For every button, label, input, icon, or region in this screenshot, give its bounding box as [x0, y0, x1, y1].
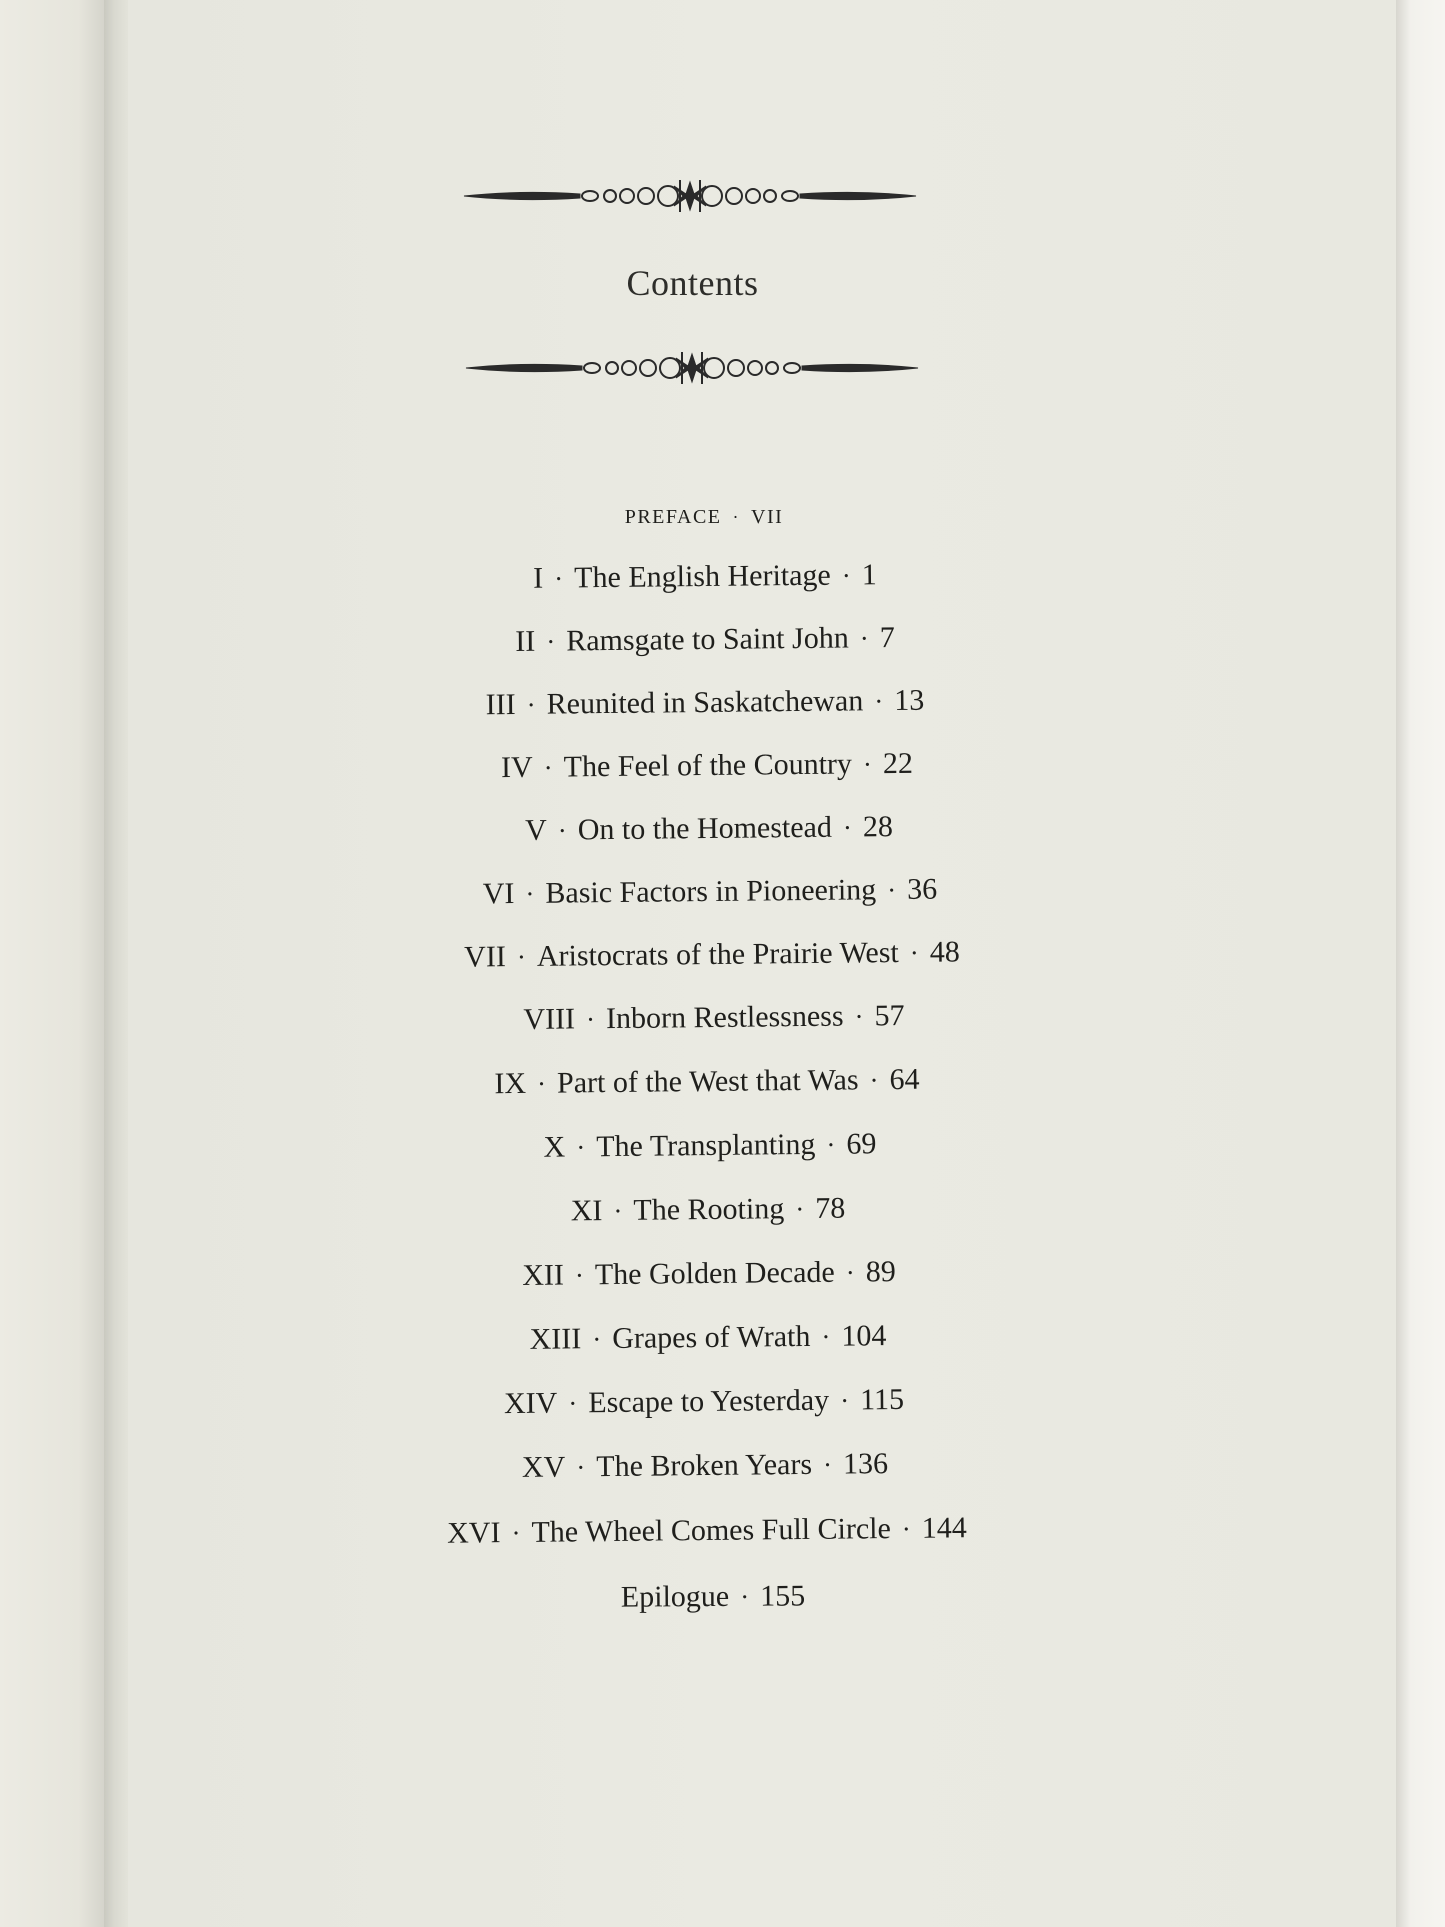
separator: ·	[543, 752, 553, 783]
separator: ·	[887, 875, 897, 906]
separator: ·	[526, 689, 536, 720]
entry-title: Reunited in Saskatchewan	[546, 684, 864, 721]
separator: ·	[869, 1065, 879, 1096]
entry-numeral: XIV	[503, 1386, 558, 1421]
entry-title: Escape to Yesterday	[588, 1383, 830, 1420]
entry-title: The Feel of the Country	[563, 747, 853, 784]
toc-entry	[359, 1253, 1059, 1294]
separator: ·	[845, 1257, 855, 1288]
separator: ·	[576, 1132, 586, 1163]
entry-numeral: XVI	[446, 1516, 501, 1550]
separator: ·	[554, 563, 564, 594]
separator: ·	[525, 878, 535, 909]
entry-page: 155	[760, 1579, 806, 1613]
separator: ·	[854, 1001, 864, 1032]
toc-entry	[358, 1317, 1058, 1358]
separator: ·	[841, 560, 851, 591]
entry-page: 28	[862, 810, 894, 844]
toc-entry	[355, 682, 1055, 723]
separator: ·	[862, 749, 873, 780]
toc-entry	[354, 1381, 1054, 1422]
entry-numeral: V	[524, 813, 547, 847]
toc-entry	[357, 1061, 1057, 1102]
entry-numeral: II	[515, 624, 536, 658]
separator: ·	[859, 623, 869, 654]
entry-title: Part of the West that Was	[556, 1063, 859, 1100]
toc-entry	[358, 1189, 1058, 1230]
entry-numeral: XII	[522, 1258, 565, 1292]
separator: ·	[574, 1260, 585, 1291]
toc-preface	[354, 506, 1054, 529]
toc-entry	[360, 1125, 1060, 1166]
entry-title: Ramsgate to Saint John	[566, 621, 849, 658]
entry-page: 144	[921, 1511, 967, 1545]
separator: ·	[585, 1004, 596, 1035]
separator: ·	[839, 1385, 850, 1416]
entry-title: Inborn Restlessness	[605, 999, 844, 1036]
toc-entry	[355, 619, 1055, 660]
separator: ·	[557, 815, 567, 846]
entry-page: 13	[894, 683, 925, 718]
entry-page: 57	[874, 999, 905, 1033]
entry-page: 22	[882, 746, 914, 781]
entry-page: 69	[846, 1127, 877, 1161]
toc-entry	[359, 808, 1059, 849]
entry-title: The English Heritage	[574, 558, 831, 595]
entry-page: 104	[841, 1319, 887, 1353]
entry-numeral: XV	[521, 1450, 566, 1484]
toc-entry	[357, 745, 1057, 786]
entry-numeral: X	[543, 1130, 566, 1164]
toc-entry	[364, 997, 1064, 1038]
separator: ·	[826, 1129, 836, 1160]
entry-page: 78	[815, 1191, 846, 1225]
entry-title: The Transplanting	[596, 1127, 816, 1164]
entry-title: Basic Factors in Pioneering	[545, 873, 877, 910]
separator: ·	[576, 1452, 586, 1483]
separator: ·	[795, 1193, 805, 1225]
separator: ·	[740, 1581, 750, 1612]
entry-numeral: I	[533, 561, 544, 595]
separator: ·	[901, 1513, 911, 1544]
toc-entry	[362, 934, 1062, 975]
entry-numeral: IV	[500, 750, 533, 785]
contents-heading: Contents	[626, 263, 759, 303]
separator: ·	[909, 937, 919, 968]
toc-entry	[355, 1445, 1055, 1486]
toc-epilogue	[363, 1578, 1063, 1617]
entry-page: 136	[842, 1447, 889, 1481]
entry-page: 89	[865, 1255, 896, 1289]
entry-title: Grapes of Wrath	[612, 1319, 811, 1356]
entry-title: On to the Homestead	[577, 810, 833, 847]
entry-numeral: XI	[570, 1194, 603, 1228]
separator: ·	[516, 941, 527, 973]
entry-numeral: IX	[494, 1066, 527, 1101]
separator: ·	[592, 1324, 602, 1355]
entry-numeral: III	[485, 687, 516, 722]
entry-page: VII	[751, 506, 784, 528]
entry-title: Aristocrats of the Prairie West	[536, 936, 899, 973]
separator: ·	[568, 1388, 578, 1419]
toc-entry	[357, 1510, 1057, 1551]
entry-numeral: XIII	[529, 1322, 582, 1356]
separator: ·	[822, 1449, 833, 1480]
entry-numeral: VII	[464, 940, 507, 974]
entry-page: 115	[859, 1382, 905, 1417]
entry-page: 48	[929, 935, 960, 969]
entry-page: 36	[907, 872, 938, 906]
toc-entry	[360, 871, 1060, 912]
separator: ·	[874, 686, 884, 717]
separator: ·	[821, 1321, 831, 1352]
entry-page: 64	[889, 1062, 920, 1097]
entry-title: The Golden Decade	[594, 1255, 835, 1292]
entry-title: The Broken Years	[596, 1447, 813, 1484]
entry-numeral: VI	[482, 877, 515, 911]
entry-numeral: VIII	[523, 1002, 576, 1036]
entry-page: 7	[879, 621, 895, 655]
entry-title: The Rooting	[633, 1192, 785, 1227]
entry-title: Epilogue	[620, 1579, 730, 1614]
entry-title: The Wheel Comes Full Circle	[531, 1512, 892, 1549]
toc-entry	[355, 556, 1055, 597]
separator: ·	[536, 1068, 547, 1099]
separator: ·	[732, 507, 741, 527]
entry-title: PREFACE	[624, 506, 722, 528]
entry-page: 1	[861, 558, 877, 592]
separator: ·	[842, 812, 853, 843]
separator: ·	[546, 626, 556, 657]
separator: ·	[613, 1195, 623, 1226]
separator: ·	[511, 1517, 521, 1549]
